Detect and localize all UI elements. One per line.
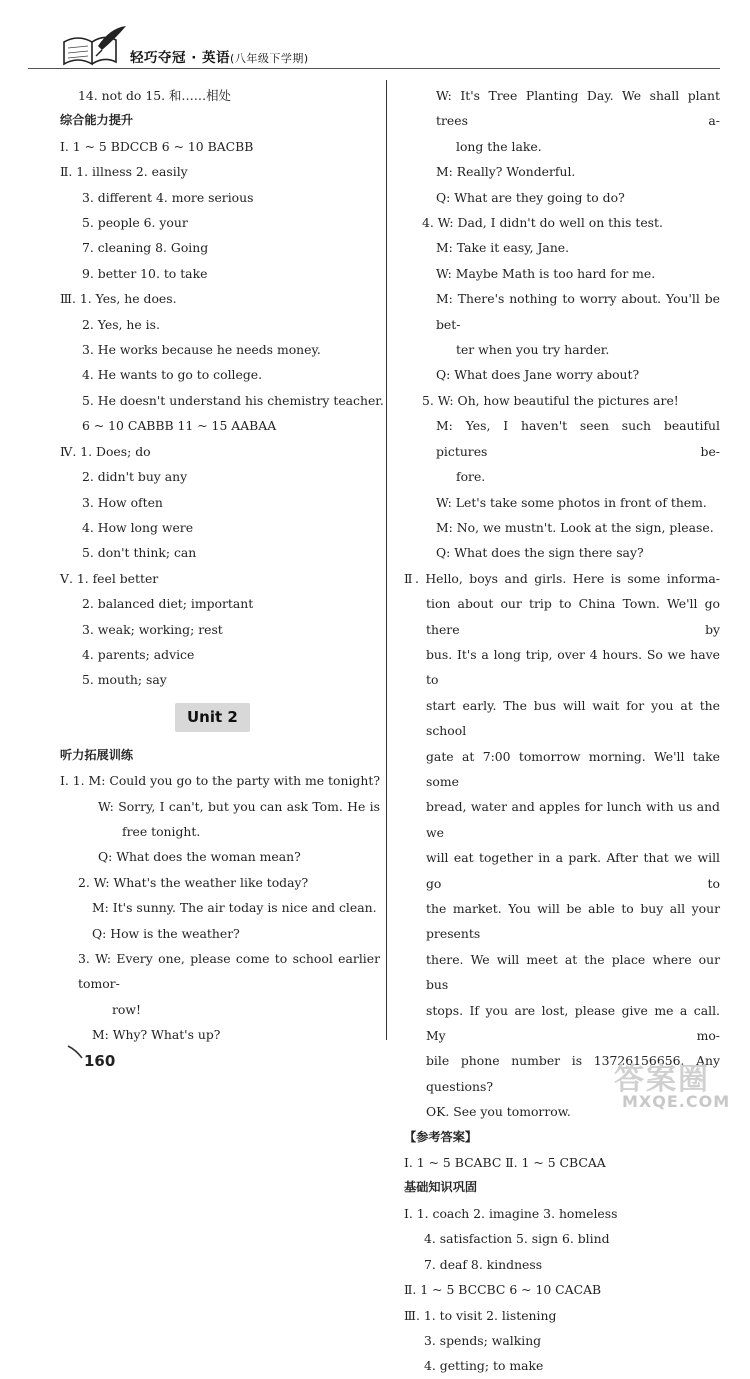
answer-line: 4. W: Dad, I didn't do well on this test. — [422, 215, 663, 231]
section-heading: 基础知识巩固 — [404, 1180, 478, 1195]
answer-line: 2. balanced diet; important — [82, 596, 254, 612]
answer-line: 4. How long were — [82, 519, 194, 535]
book-quill-logo — [58, 24, 128, 68]
section-heading: 综合能力提升 — [60, 113, 134, 128]
answer-line: the market. You will be able to buy all your presents — [426, 901, 720, 942]
answer-line: 9. better 10. to take — [82, 265, 208, 281]
book-series-title — [130, 46, 309, 66]
unit-heading-area — [60, 693, 380, 743]
answer-line: W: Let's take some photos in front of them. — [436, 494, 707, 510]
answer-line: 5. W: Oh, how beautiful the pictures are! — [422, 392, 679, 408]
answer-line: Ⅳ. 1. Does; do — [60, 443, 151, 459]
answer-line: ter when you try harder. — [456, 342, 610, 358]
answer-line: OK. See you tomorrow. — [426, 1104, 571, 1120]
answer-line: 2. W: What's the weather like today? — [78, 874, 309, 890]
answer-line: W: It's Tree Planting Day. We shall plant trees a- — [436, 88, 720, 129]
answer-line: Q: How is the weather? — [92, 925, 240, 941]
answer-line: M: It's sunny. The air today is nice and clean. — [92, 900, 377, 916]
answer-line: bile phone number is 13726156656. Any questions? — [426, 1053, 720, 1094]
answer-line: Ⅰ. 1 ~ 5 BCABC Ⅱ. 1 ~ 5 CBCAA — [404, 1155, 606, 1171]
answer-line: 3. different 4. more serious — [82, 189, 254, 205]
answer-line: Ⅲ. 1. Yes, he does. — [60, 291, 177, 307]
answer-line: M: There's nothing to worry about. You'll be bet- — [436, 291, 720, 332]
answer-line: M: Why? What's up? — [92, 1027, 221, 1043]
answer-line: 4. satisfaction 5. sign 6. blind — [424, 1231, 610, 1247]
answer-line: row! — [112, 1001, 141, 1017]
answer-line: W: Sorry, I can't, but you can ask Tom. He is — [98, 798, 380, 814]
answer-line: Q: What does the sign there say? — [436, 545, 644, 561]
header-rule — [28, 68, 720, 69]
answer-line: M: Really? Wonderful. — [436, 164, 576, 180]
answer-line: gate at 7:00 tomorrow morning. We'll take some — [426, 748, 720, 789]
answer-line: 4. getting; to make — [424, 1358, 544, 1374]
answer-line: there. We will meet at the place where our bus — [426, 951, 720, 993]
column-divider — [386, 80, 387, 1040]
answer-line: 5. mouth; say — [82, 672, 167, 688]
answer-line: 7. deaf 8. kindness — [424, 1256, 543, 1272]
answer-line: 3. He works because he needs money. — [82, 342, 321, 358]
answer-line: 4. He wants to go to college. — [82, 367, 263, 383]
grade-subtitle: (八年级下学期) — [230, 52, 309, 65]
answer-line: Ⅱ. 1. illness 2. easily — [60, 164, 188, 180]
answer-line: stops. If you are lost, please give me a call. My mo- — [426, 1002, 720, 1044]
answer-line: 3. How often — [82, 494, 163, 510]
section-heading: 听力拓展训练 — [60, 747, 134, 762]
answer-line: Ⅰ. 1. M: Could you go to the party with me tonight? — [60, 773, 380, 789]
page-number: 160 — [84, 1052, 116, 1070]
answer-line: Q: What are they going to do? — [436, 189, 625, 205]
answer-line: bread, water and apples for lunch with us and we — [426, 799, 720, 840]
answer-line: M: Yes, I haven't seen such beautiful pictures be- — [436, 418, 720, 459]
answer-line: W: Maybe Math is too hard for me. — [436, 265, 656, 281]
answer-line: M: No, we mustn't. Look at the sign, please. — [436, 519, 714, 535]
answer-line: Ⅲ. 1. to visit 2. listening — [404, 1307, 557, 1323]
unit-title: Unit 2 — [175, 703, 250, 732]
section-heading: 【参考答案】 — [404, 1129, 478, 1144]
answer-line: will eat together in a park. After that we will go to — [426, 850, 720, 891]
answer-line: start early. The bus will wait for you at the school — [426, 697, 720, 739]
answer-line: Ⅱ. Hello, boys and girls. Here is some informa- — [404, 570, 720, 586]
left-column — [60, 83, 384, 1048]
right-column — [404, 83, 720, 1379]
answer-line: 6 ~ 10 CABBB 11 ~ 15 AABAA — [82, 418, 277, 434]
answer-line: free tonight. — [122, 823, 201, 839]
answer-line: Ⅱ. 1 ~ 5 BCCBC 6 ~ 10 CACAB — [404, 1282, 602, 1298]
answer-line: Q: What does the woman mean? — [98, 849, 301, 865]
series-title: 轻巧夺冠 · 英语 — [130, 50, 231, 66]
answer-line: 3. spends; walking — [424, 1332, 542, 1348]
watermark-domain: MXQE.COM — [622, 1092, 731, 1111]
right-content-block — [404, 83, 720, 1379]
answer-line: fore. — [456, 469, 486, 485]
answer-line: 5. He doesn't understand his chemistry teacher. — [82, 392, 384, 408]
answer-line: 5. don't think; can — [82, 545, 197, 561]
answer-line: bus. It's a long trip, over 4 hours. So we have to — [426, 646, 720, 688]
answer-line: 3. W: Every one, please come to school earlier tomor- — [78, 951, 380, 992]
page-header — [28, 22, 728, 72]
answer-line: 14. not do 15. 和……相处 — [78, 88, 231, 103]
listening-section-block — [60, 743, 380, 1048]
answer-line: Ⅴ. 1. feel better — [60, 570, 159, 586]
answer-line: Ⅰ. 1. coach 2. imagine 3. homeless — [404, 1205, 618, 1221]
answer-line: 4. parents; advice — [82, 646, 195, 662]
answer-line: 2. didn't buy any — [82, 469, 188, 485]
left-answers-block — [60, 83, 384, 693]
answer-line: tion about our trip to China Town. We'll go there by — [426, 596, 720, 637]
answer-line: Q: What does Jane worry about? — [436, 367, 640, 383]
watermark — [608, 1052, 744, 1114]
answer-line: M: Take it easy, Jane. — [436, 240, 570, 256]
answer-line: 7. cleaning 8. Going — [82, 240, 209, 256]
answer-line: 5. people 6. your — [82, 215, 188, 231]
answer-line: Ⅰ. 1 ~ 5 BDCCB 6 ~ 10 BACBB — [60, 138, 254, 154]
answer-line: long the lake. — [456, 138, 542, 154]
watermark-logo: 答案圈 — [614, 1062, 710, 1097]
answer-line: 2. Yes, he is. — [82, 316, 160, 332]
answer-line: 3. weak; working; rest — [82, 621, 223, 637]
